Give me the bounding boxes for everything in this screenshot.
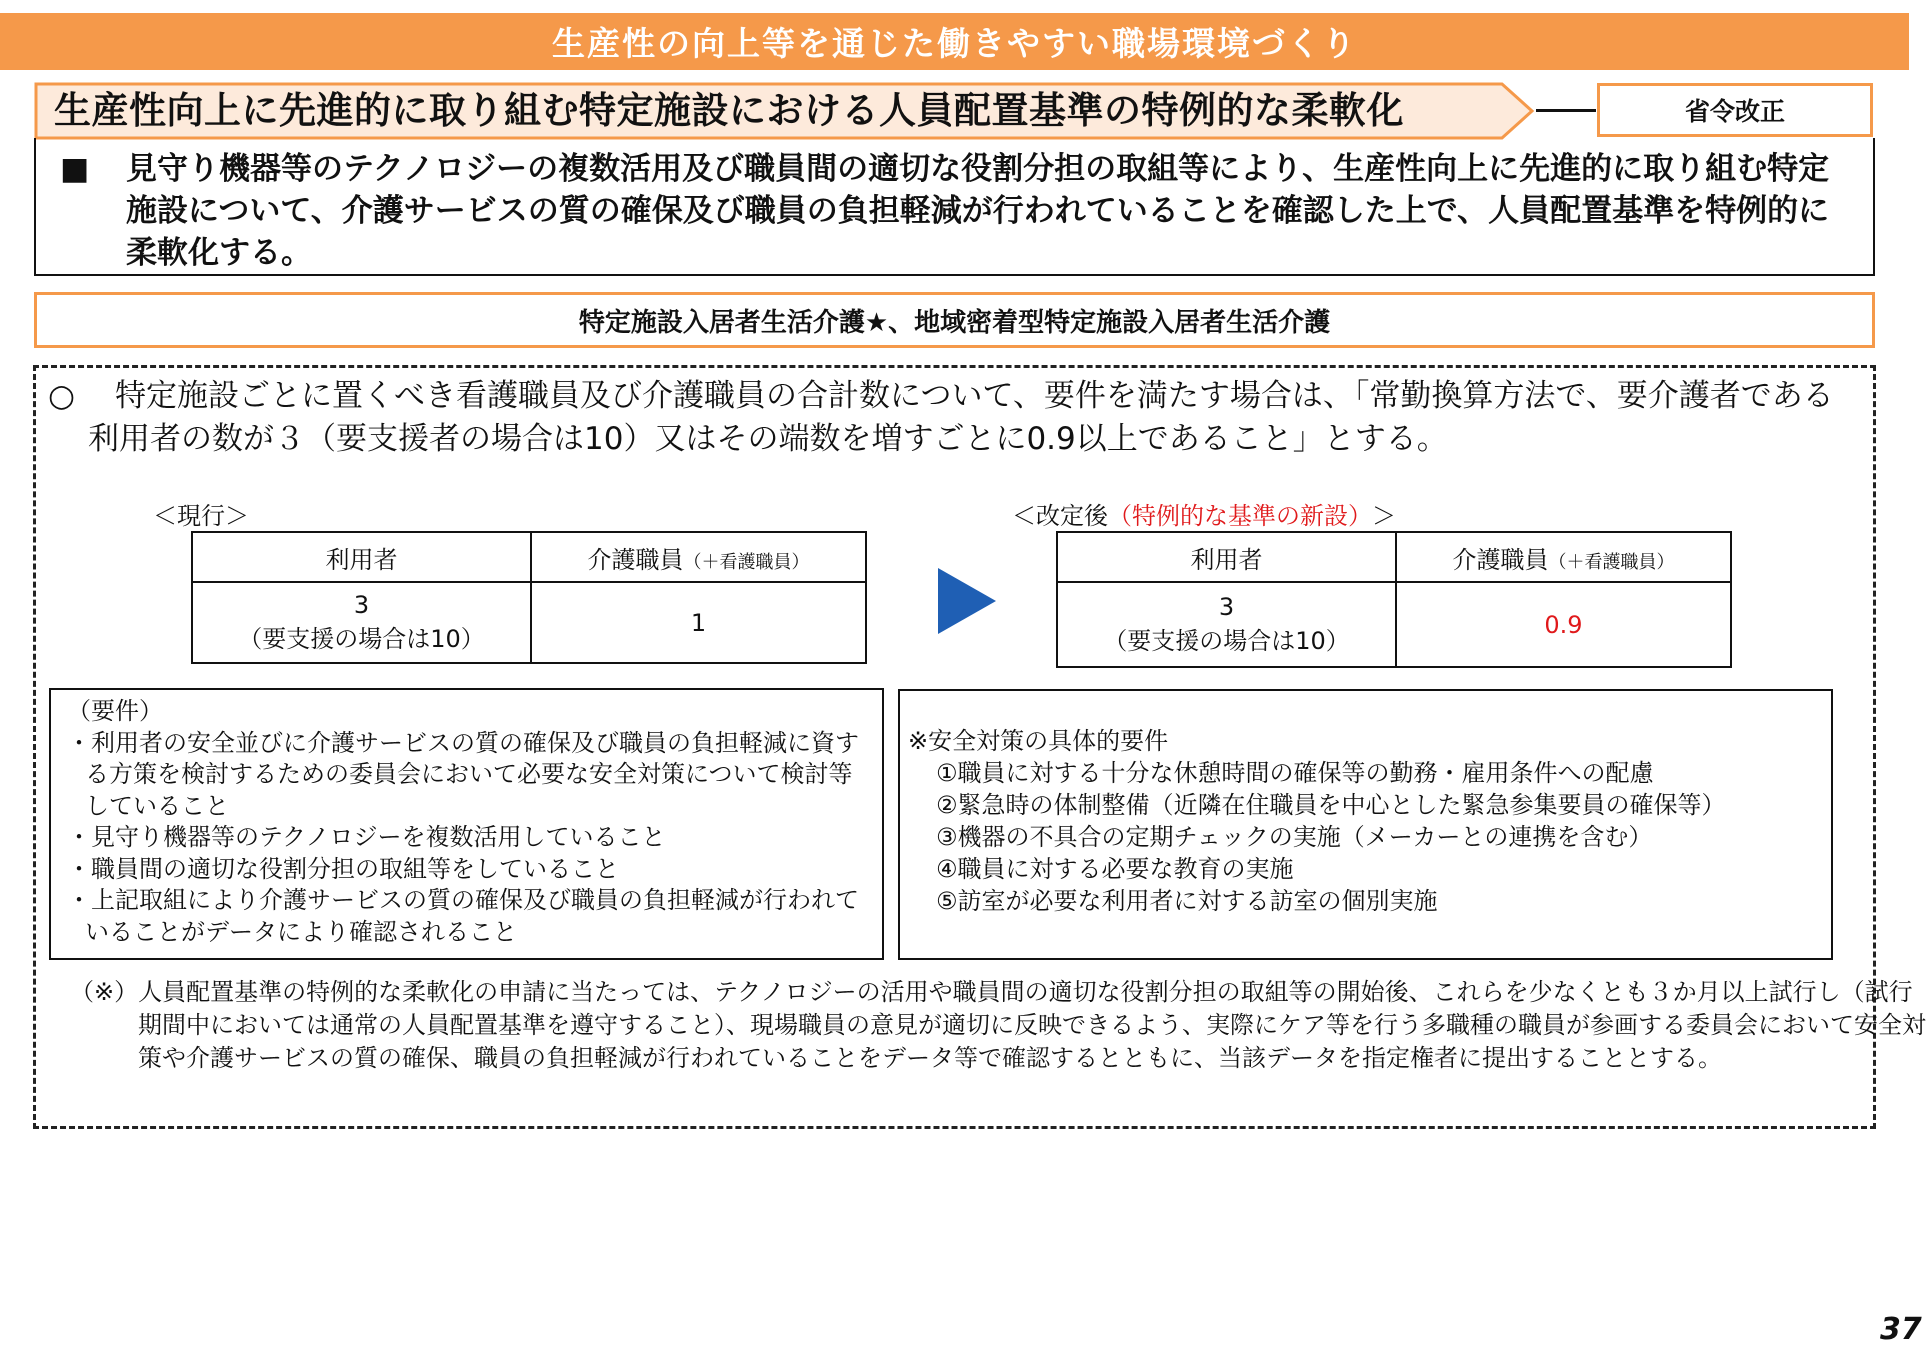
revised-caption-suffix: ＞ [1372,502,1396,530]
current-caption: ＜現行＞ [153,502,249,530]
play-arrow-icon [938,568,996,634]
current-table [191,531,867,664]
requirement-item: ・利用者の安全並びに介護サービスの質の確保及び職員の負担軽減に資する方策を検討するための委員会において必要な安全対策について検討等していること [67,728,859,820]
current-user-note: （要支援の場合は10） [238,625,485,653]
safety-item: ①職員に対する十分な休憩時間の確保等の勤務・雇用条件への配慮 [936,759,1654,787]
safety-measures-box [898,689,1833,960]
requirements-heading: （要件） [67,697,163,725]
lead-text: 特定施設ごとに置くべき看護職員及び介護職員の合計数について、要件を満たす場合は、「常勤換算方法で、要介護者である利用者の数が３（要支援者の場合は10）又はその端数を増すごとに0.9以上であること」とする。 [88,378,1834,457]
service-type-box: 特定施設入居者生活介護★、地域密着型特定施設入居者生活介護 [34,292,1875,348]
safety-item: ④職員に対する必要な教育の実施 [936,855,1294,883]
current-header-staff [531,532,866,582]
revised-staff-value: 0.9 [1396,582,1731,667]
connector-line [1536,109,1596,112]
revised-header-staff-main: 介護職員 [1452,545,1549,574]
revision-badge: 省令改正 [1597,83,1873,137]
section-banner: 生産性の向上等を通じた働きやすい職場環境づくり [0,13,1909,70]
safety-item: ②緊急時の体制整備（近隣在住職員を中心とした緊急参集要員の確保等） [936,791,1726,819]
requirements-box [49,688,884,960]
title-arrow-shape [34,82,1534,140]
requirement-item: ・見守り機器等のテクノロジーを複数活用していること [67,823,666,851]
summary-bullet: ■ [60,151,90,187]
page-number: 37 [1880,1312,1922,1347]
revised-user-value: 3 [1218,593,1235,621]
revised-user-cell [1057,582,1396,667]
revised-table [1056,531,1732,668]
summary-text: 見守り機器等のテクノロジーの複数活用及び職員間の適切な役割分担の取組等により、生産性向上に先進的に取り組む特定施設について、介護サービスの質の確保及び職員の負担軽減が行われていることを確認した上で、人員配置基準を特例的に柔軟化する。 [126,151,1830,271]
revised-header-staff [1396,532,1731,582]
safety-heading: ※安全対策の具体的要件 [908,727,1169,755]
revised-user-note: （要支援の場合は10） [1103,627,1350,655]
requirement-item: ・職員間の適切な役割分担の取組等をしていること [67,854,619,883]
safety-item: ③機器の不具合の定期チェックの実施（メーカーとの連携を含む） [936,823,1653,851]
lead-bullet: ○ [48,378,76,414]
lead-paragraph [48,375,1858,461]
current-user-value: 3 [353,591,370,619]
page-title: 生産性向上に先進的に取り組む特定施設における人員配置基準の特例的な柔軟化 [54,89,1404,132]
current-header-staff-sub: （＋看護職員） [683,551,810,573]
revised-header-user: 利用者 [1057,532,1396,582]
revised-caption-highlight: （特例的な基準の新設） [1108,502,1372,530]
current-staff-value: 1 [531,582,866,663]
footnote: （※）人員配置基準の特例的な柔軟化の申請に当たっては、テクノロジーの活用や職員間の適切な役割分担の取組等の開始後、これらを少なくとも３か月以上試行し（試行期間中においては通常の人員配置基準を遵守すること）、現場職員の意見が適切に反映できるよう、実際にケア等を行う多職種の職員が参画する委員会において安全対策や介護サービスの質の確保、職員の負担軽減が行われていることをデータ等で確認するとともに、当該データを指定権者に提出することとする。 [70,978,1926,1072]
revised-caption [1012,496,1396,531]
current-user-cell [192,582,531,663]
revised-caption-prefix: ＜改定後 [1012,502,1108,530]
summary-box [34,138,1875,276]
revised-header-staff-sub: （＋看護職員） [1548,551,1675,573]
current-header-user: 利用者 [192,532,531,582]
requirement-item: ・上記取組により介護サービスの質の確保及び職員の負担軽減が行われていることがデータにより確認されること [67,886,859,946]
safety-item: ⑤訪室が必要な利用者に対する訪室の個別実施 [936,887,1438,915]
current-header-staff-main: 介護職員 [587,545,684,574]
